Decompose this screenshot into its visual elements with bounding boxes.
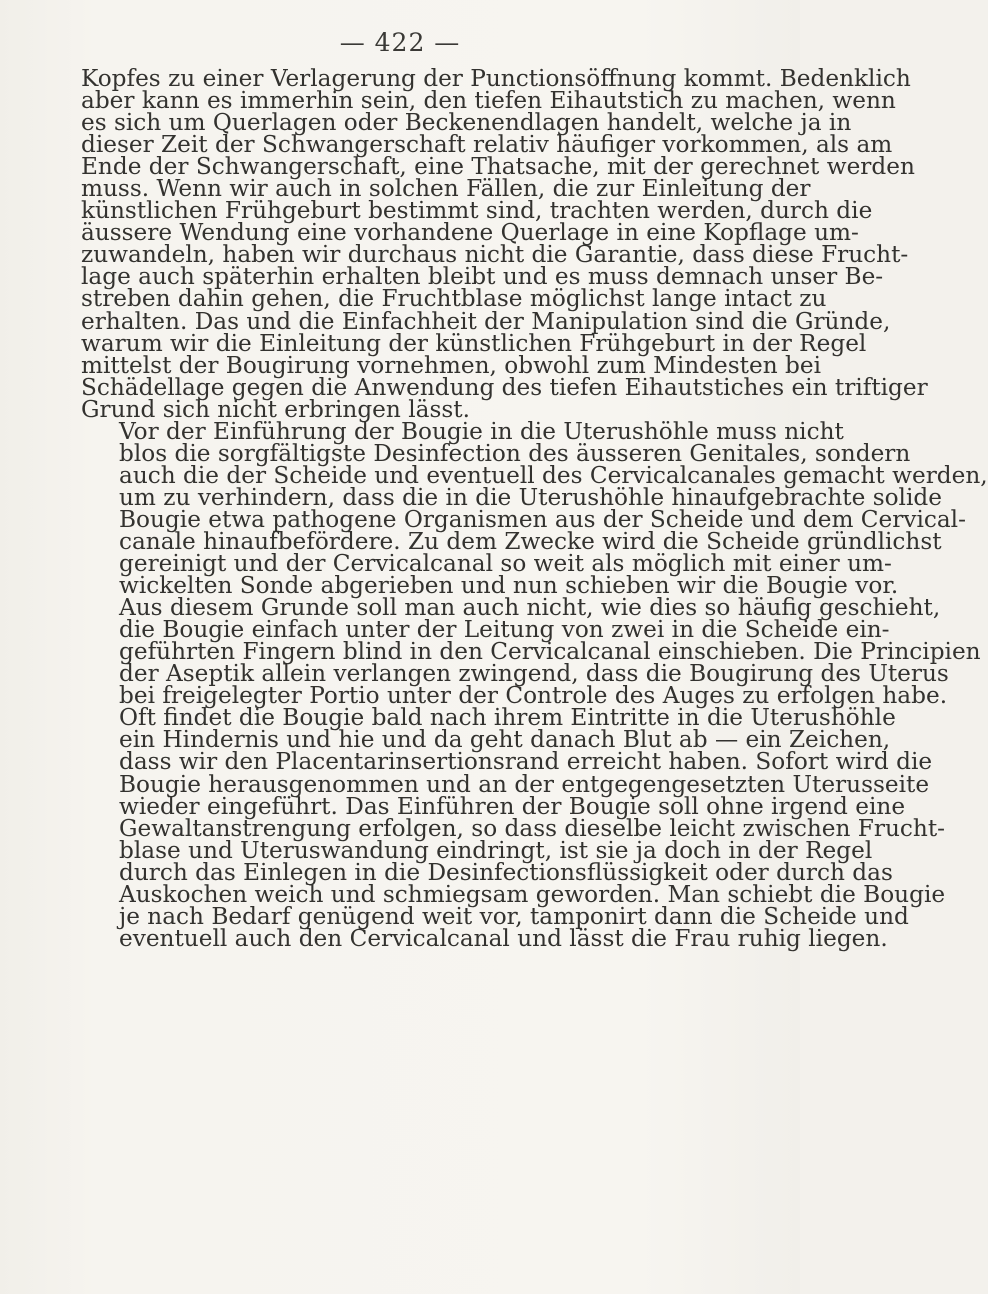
text-line: ein Hindernis und hie und da geht danach Blut ab — ein Zeichen, (119, 726, 891, 754)
paragraph-2 (81, 417, 988, 952)
text-line: um zu verhindern, dass die in die Uterushöhle hinaufgebrachte solide (119, 483, 942, 511)
text-line: wickelten Sonde abgerieben und nun schieben wir die Bougie vor. (119, 572, 899, 600)
text-line: Vor der Einführung der Bougie in die Uterushöhle muss nicht (119, 417, 844, 445)
text-line: lage auch späterhin erhalten bleibt und es muss demnach unser Be- (81, 263, 884, 291)
text-line: je nach Bedarf genügend weit vor, tamponirt dann die Scheide und (119, 902, 909, 930)
text-line: gereinigt und der Cervicalcanal so weit als möglich mit einer um- (119, 550, 892, 578)
page-number: — 422 — (339, 28, 461, 57)
text-line: warum wir die Einleitung der künstlichen Frühgeburt in der Regel (81, 329, 867, 357)
text-line: Bougie herausgenommen und an der entgegengesetzten Uterusseite (119, 770, 930, 798)
text-line: Gewaltanstrengung erfolgen, so dass dieselbe leicht zwischen Frucht- (119, 814, 945, 842)
text-line: Grund sich nicht erbringen lässt. (81, 395, 470, 423)
text-line: durch das Einlegen in die Desinfectionsflüssigkeit oder durch das (119, 858, 893, 886)
text-line: es sich um Querlagen oder Beckenendlagen handelt, welche ja in (81, 109, 852, 137)
paragraph-1 (81, 65, 928, 423)
text-line: künstlichen Frühgeburt bestimmt sind, trachten werden, durch die (81, 197, 873, 225)
text-line: aber kann es immerhin sein, den tiefen Eihautstich zu machen, wenn (81, 87, 896, 115)
text-line: dieser Zeit der Schwangerschaft relativ häufiger vorkommen, als am (81, 131, 893, 159)
text-line: mittelst der Bougirung vornehmen, obwohl zum Mindesten bei (81, 351, 821, 379)
text-line: streben dahin gehen, die Fruchtblase möglichst lange intact zu (81, 285, 827, 313)
text-line: wieder eingeführt. Das Einführen der Bougie soll ohne irgend eine (119, 792, 906, 820)
text-line: blos die sorgfältigste Desinfection des äusseren Genitales, sondern (119, 439, 911, 467)
text-line: erhalten. Das und die Einfachheit der Manipulation sind die Gründe, (81, 307, 891, 335)
text-line: auch die der Scheide und eventuell des Cervicalcanales gemacht werden, (119, 461, 988, 489)
text-line: Bougie etwa pathogene Organismen aus der Scheide und dem Cervical- (119, 505, 966, 533)
body-text (81, 65, 988, 952)
text-line: äussere Wendung eine vorhandene Querlage in eine Kopflage um- (81, 219, 859, 247)
text-line: blase und Uteruswandung eindringt, ist sie ja doch in der Regel (119, 836, 873, 864)
text-line: canale hinaufbefördere. Zu dem Zwecke wird die Scheide gründlichst (119, 527, 942, 555)
text-line: bei freigelegter Portio unter der Controle des Auges zu erfolgen habe. (119, 682, 948, 710)
text-line: geführten Fingern blind in den Cervicalcanal einschieben. Die Principien (119, 638, 981, 666)
text-line: Oft findet die Bougie bald nach ihrem Eintritte in die Uterushöhle (119, 704, 896, 732)
text-line: Aus diesem Grunde soll man auch nicht, wie dies so häufig geschieht, (119, 594, 941, 622)
text-line: Schädellage gegen die Anwendung des tiefen Eihautstiches ein triftiger (81, 373, 928, 401)
text-line: zuwandeln, haben wir durchaus nicht die Garantie, dass diese Frucht- (81, 241, 909, 269)
text-line: dass wir den Placentarinsertionsrand erreicht haben. Sofort wird die (119, 748, 933, 776)
text-line: der Aseptik allein verlangen zwingend, dass die Bougirung des Uterus (119, 660, 949, 688)
text-line: die Bougie einfach unter der Leitung von zwei in die Scheide ein- (119, 616, 890, 644)
text-line: Ende der Schwangerschaft, eine Thatsache, mit der gerechnet werden (81, 153, 915, 181)
text-line: muss. Wenn wir auch in solchen Fällen, die zur Einleitung der (81, 175, 811, 203)
text-line: Kopfes zu einer Verlagerung der Punctionsöffnung kommt. Bedenklich (81, 65, 911, 92)
text-line: Auskochen weich und schmiegsam geworden. Man schiebt die Bougie (119, 880, 946, 908)
text-line: eventuell auch den Cervicalcanal und lässt die Frau ruhig liegen. (119, 924, 888, 952)
